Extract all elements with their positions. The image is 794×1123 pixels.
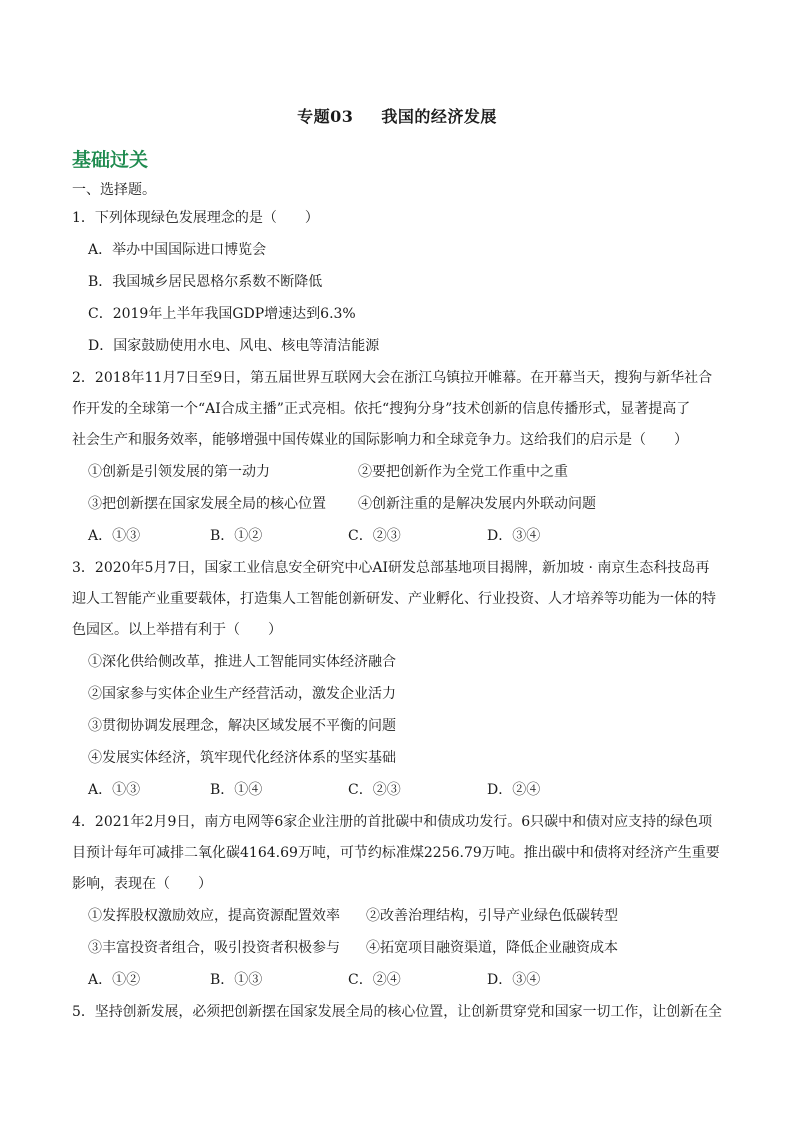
question-4-statement-1: ①发挥股权激励效应，提高资源配置效率 xyxy=(88,908,340,924)
question-2-statement-1: ①创新是引领发展的第一动力 xyxy=(88,464,270,480)
question-2-statement-3: ③把创新摆在国家发展全局的核心位置 xyxy=(88,496,326,512)
page-title xyxy=(0,104,794,127)
section-heading: 基础过关 xyxy=(72,149,149,171)
question-4-choice-c: C．②④ xyxy=(348,972,401,988)
question-3-statement-3: ③贯彻协调发展理念，解决区域发展不平衡的问题 xyxy=(88,718,396,734)
question-1-option-a: A．举办中国国际进口博览会 xyxy=(88,242,267,258)
question-2-choice-b: B．①② xyxy=(210,528,263,544)
question-4-stem-line-2: 目预计每年可减排二氧化碳4164.69万吨，可节约标准煤2256.79万吨。推出碳中和债将对经济产生重要 xyxy=(72,845,720,861)
question-2-choice-a: A．①③ xyxy=(88,528,141,544)
question-1-option-d: D．国家鼓励使用水电、风电、核电等清洁能源 xyxy=(88,338,380,354)
question-5-stem-line-1: 5．坚持创新发展，必须把创新摆在国家发展全局的核心位置，让创新贯穿党和国家一切工作，让创新在全 xyxy=(72,1004,722,1020)
question-2-stem-line-3: 社会生产和服务效率，能够增强中国传媒业的国际影响力和全球竞争力。这给我们的启示是（ ） xyxy=(72,432,688,448)
question-2-stem-line-2: 作开发的全球第一个“AI合成主播”正式亮相。依托“搜狗分身”技术创新的信息传播形式，显著提高了 xyxy=(72,401,691,417)
question-3-choice-a: A．①③ xyxy=(88,782,141,798)
question-3-stem-line-2: 迎人工智能产业重要载体，打造集人工智能创新研发、产业孵化、行业投资、人才培养等功能为一体的特 xyxy=(72,591,716,607)
question-3-choice-b: B．①④ xyxy=(210,782,263,798)
question-3-choice-c: C．②③ xyxy=(348,782,401,798)
question-4-choice-a: A．①② xyxy=(88,972,141,988)
part-label: 一、选择题。 xyxy=(72,182,156,198)
question-2-stem-line-1: 2．2018年11月7日至9日，第五届世界互联网大会在浙江乌镇拉开帷幕。在开幕当天，搜狗与新华社合 xyxy=(72,370,713,386)
question-3-statement-4: ④发展实体经济，筑牢现代化经济体系的坚实基础 xyxy=(88,750,396,766)
question-2-choice-d: D．③④ xyxy=(487,528,541,544)
question-2-choice-c: C．②③ xyxy=(348,528,401,544)
question-4-statement-4: ④拓宽项目融资渠道，降低企业融资成本 xyxy=(366,940,618,956)
question-1-stem: 1．下列体现绿色发展理念的是（ ） xyxy=(72,210,319,226)
question-3-statement-2: ②国家参与实体企业生产经营活动，激发企业活力 xyxy=(88,686,396,702)
question-3-choice-d: D．②④ xyxy=(487,782,541,798)
question-2-statement-4: ④创新注重的是解决发展内外联动问题 xyxy=(358,496,596,512)
question-4-stem-line-1: 4．2021年2月9日，南方电网等6家企业注册的首批碳中和债成功发行。6只碳中和债对应支持的绿色项 xyxy=(72,814,713,830)
question-4-choice-d: D．③④ xyxy=(487,972,541,988)
topic-title: 我国的经济发展 xyxy=(381,107,497,126)
question-3-stem-line-1: 3．2020年5月7日，国家工业信息安全研究中心AI研发总部基地项目揭牌，新加坡 · 南京生态科技岛再 xyxy=(72,560,710,576)
question-2-statement-2: ②要把创新作为全党工作重中之重 xyxy=(358,464,568,480)
question-4-statement-2: ②改善治理结构，引导产业绿色低碳转型 xyxy=(366,908,618,924)
question-4-statement-3: ③丰富投资者组合，吸引投资者积极参与 xyxy=(88,940,340,956)
topic-number: 专题03 xyxy=(297,107,354,126)
question-4-stem-line-3: 影响，表现在（ ） xyxy=(72,876,212,892)
question-1-option-c: C．2019年上半年我国GDP增速达到6.3% xyxy=(88,306,356,322)
question-1-option-b: B．我国城乡居民恩格尔系数不断降低 xyxy=(88,274,323,290)
question-3-stem-line-3: 色园区。以上举措有利于（ ） xyxy=(72,622,282,638)
question-4-choice-b: B．①③ xyxy=(210,972,263,988)
question-3-statement-1: ①深化供给侧改革，推进人工智能同实体经济融合 xyxy=(88,654,396,670)
